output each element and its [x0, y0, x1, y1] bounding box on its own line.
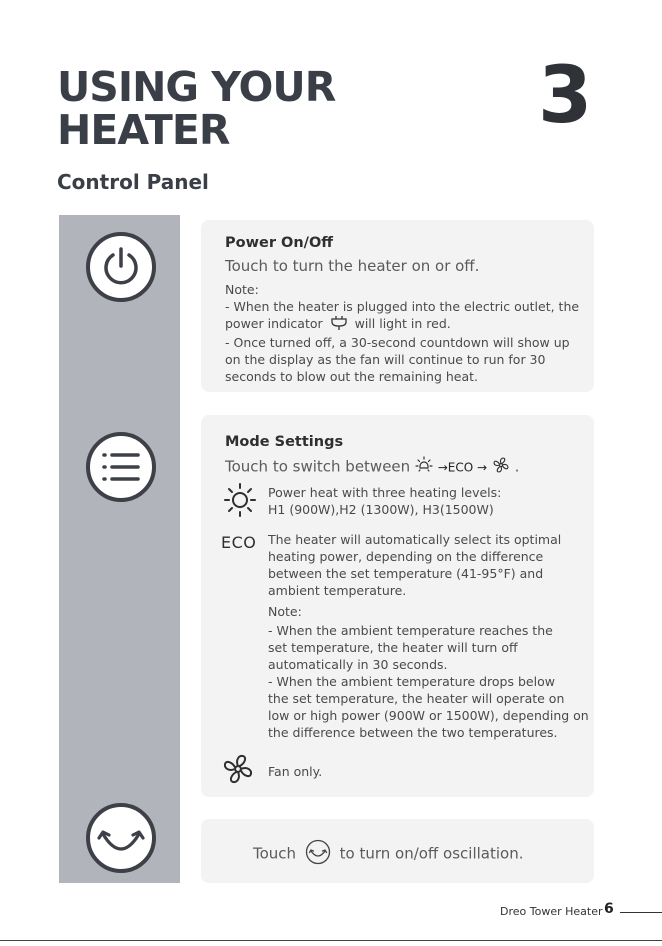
- sun-icon-small: [415, 456, 433, 478]
- title-line-2: HEATER: [57, 106, 230, 154]
- power-icon: [99, 245, 143, 289]
- mode-title: Mode Settings: [225, 434, 344, 450]
- chapter-number: 3: [538, 51, 593, 141]
- power-note2-line2: on the display as the fan will continue to run for 30: [225, 351, 546, 367]
- eco-description: The heater will automatically select its optimal heating power, depending on the difference between the set temperature (41-95°F) and ambient temperature. Note: - When the ambient temperature reaches the set temperature, the heater will turn off automatically in 30 seconds. - When the ambient temperature drops below the set temperature, the heater will operate on low or high power (900W or 1500W), depending on the difference between the two temperatures.: [268, 532, 589, 740]
- power-note2-line3: seconds to blow out the remaining heat.: [225, 368, 479, 384]
- page-bottom-border: [0, 940, 662, 941]
- footer-rule: [620, 912, 662, 913]
- page-title: [57, 63, 336, 154]
- power-lead: Touch to turn the heater on or off.: [225, 257, 480, 275]
- fan-mode-icon: [221, 752, 255, 790]
- oscillation-panel: [201, 819, 594, 883]
- oscillation-inline-icon: [305, 839, 331, 869]
- mode-panel: [201, 415, 594, 797]
- power-notes: [225, 281, 590, 385]
- mode-button-icon: [86, 432, 156, 502]
- power-button-icon: [86, 232, 156, 302]
- power-title: Power On/Off: [225, 235, 334, 251]
- eco-label: ECO: [221, 533, 257, 552]
- power-note1-line2: power indicator will light in red.: [225, 315, 590, 334]
- mode-lead: Touch to switch between →ECO → .: [225, 456, 519, 478]
- oscillation-text: Touch to turn on/off oscillation.: [253, 839, 523, 869]
- power-note1-line1: - When the heater is plugged into the electric outlet, the: [225, 299, 580, 314]
- fan-icon-small: [492, 456, 510, 478]
- heat-mode-icon: [223, 482, 257, 522]
- footer-product: Dreo Tower Heater: [500, 905, 603, 918]
- section-title: Control Panel: [57, 170, 209, 194]
- plug-icon: [330, 316, 348, 334]
- title-line-1: USING YOUR: [57, 63, 336, 111]
- oscillation-icon: [96, 816, 146, 860]
- list-icon: [99, 445, 143, 489]
- icon-sidebar: [59, 215, 180, 883]
- fan-description: Fan only.: [268, 764, 323, 779]
- power-note2-line1: - Once turned off, a 30-second countdown will show up: [225, 334, 570, 350]
- oscillation-button-icon: [86, 803, 156, 873]
- heat-description: Power heat with three heating levels: H1 (900W),H2 (1300W), H3(1500W): [268, 485, 502, 517]
- power-panel: [201, 220, 594, 392]
- power-note-label: Note:: [225, 282, 259, 297]
- page-number: 6: [604, 901, 614, 917]
